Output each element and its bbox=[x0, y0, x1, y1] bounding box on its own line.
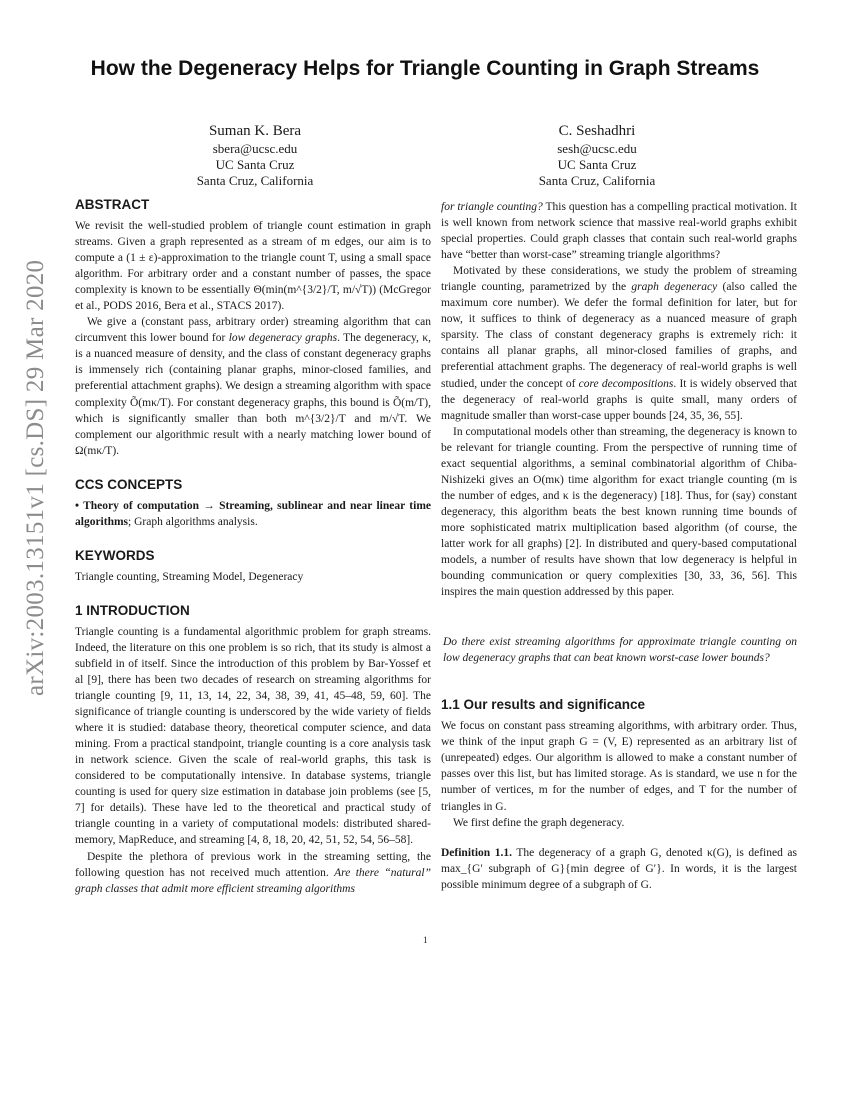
results-paragraph: We focus on constant pass streaming algorithms, with arbitrary order. Thus, we think of the input graph G = (V, E) represented as an arbitrary list of (unrepeated) edges. Our algorithm is allowed to make a constant number of passes over this list, but has limited storage. As is standard, we use n for the number of vertices, m for the number of edges, and T for the number of triangles in G. bbox=[441, 720, 797, 813]
intro-paragraph: Triangle counting is a fundamental algorithmic problem for graph streams. Indeed, the literature on this one problem is so rich, that its study is almost a subfield in of itself. Since the introduction of this problem by Bar-Yossef et al [9], there has been two decades of research on streaming algorithms for triangle counting [9, 11, 13, 14, 22, 34, 38, 39, 41, 45–48, 59, 60]. The significance of triangle counting is underscored by the wide variety of fields where it is studied: database theory, theoretical computer science, and data mining. From a practical standpoint, triangle counting is a core analysis task in network science. Given the scale of real-world graphs, this task is considered to be computationally intensive. In database systems, triangle counting is used for query size estimation in database join problems (see [5, 7] for details). These have led to the theoretical and practical study of triangle counting in a variety of computational models: distributed shared-memory, MapReduce, and streaming [4, 8, 18, 20, 42, 51, 52, 54, 56–58]. bbox=[75, 625, 431, 847]
definition-block: Definition 1.1. The degeneracy of a graph G, denoted κ(G), is defined as max_{G′ subgraph of G}{min degree of G′}. In words, it is the largest possible minimum degree of a subgraph of G. bbox=[441, 846, 797, 891]
keywords-heading: KEYWORDS bbox=[75, 547, 155, 563]
author-email: sesh@ucsc.edu bbox=[557, 141, 637, 156]
right-column bbox=[441, 199, 797, 893]
author-name: C. Seshadhri bbox=[558, 123, 636, 139]
author-block bbox=[130, 121, 380, 189]
author-location: Santa Cruz, California bbox=[538, 173, 656, 188]
author-block bbox=[472, 121, 722, 189]
paper-title: How the Degeneracy Helps for Triangle Counting in Graph Streams bbox=[90, 57, 760, 80]
author-location: Santa Cruz, California bbox=[196, 173, 314, 188]
author-name: Suman K. Bera bbox=[208, 123, 302, 139]
keywords-text: Triangle counting, Streaming Model, Degeneracy bbox=[75, 570, 304, 583]
main-question: Do there exist streaming algorithms for approximate triangle counting on low degeneracy graphs that can beat known worst-case lower bounds? bbox=[443, 636, 797, 665]
ccs-heading: CCS CONCEPTS bbox=[75, 476, 183, 492]
arxiv-stamp: arXiv:2003.13151v1 [cs.DS] 29 Mar 2020 bbox=[22, 259, 49, 696]
author-affiliation: UC Santa Cruz bbox=[557, 157, 637, 172]
intro-paragraph: for triangle counting? This question has a compelling practical motivation. It is well known from network science that massive real-world graphs exhibit special properties. Could graph classes that contain such real-world graphs have “better than worst-case” streaming triangle algorithms? bbox=[441, 201, 797, 262]
intro-paragraph: Despite the plethora of previous work in the streaming setting, the following question has not received much attention. Are there “natural” graph classes that admit more efficient streaming algorithms bbox=[75, 850, 431, 895]
section-heading-results: 1.1 Our results and significance bbox=[441, 697, 646, 713]
results-paragraph: We first define the graph degeneracy. bbox=[453, 816, 625, 829]
intro-paragraph: In computational models other than streaming, the degeneracy is known to be relevant for triangle counting. From the perspective of running time of exact sequential algorithms, a seminal combinatorial algorithm of Chiba-Nishizeki gives an O(mκ) time algorithm for exact triangle counting (m is the number of edges, and κ is the degeneracy) [18]. Thus, for (say) constant degeneracy, this algorithm beats the best known running time bounds of more sophisticated matrix multiplication based algorithm (of course, the latter work for all graphs) [2]. In distributed and query-based computational models, a number of results have shown that low degeneracy is helpful in bounding communication or query complexities [30, 33, 36, 56]. This inspires the main question addressed by this paper. bbox=[441, 425, 797, 599]
author-email: sbera@ucsc.edu bbox=[212, 141, 298, 156]
page-number: 1 bbox=[423, 935, 428, 945]
intro-paragraph: Motivated by these considerations, we study the problem of streaming triangle counting, parametrized by the graph degeneracy (also called the maximum core number). We defer the formal definition for later, but for now, it suffices to think of degeneracy as a nuanced measure of graph sparsity. The class of constant degeneracy graphs is extremely rich: it contains all planar graphs, all minor-closed families of graphs, and preferential attachment graphs. The degeneracy of real-world graphs is well studied, under the concept of core decompositions. It is widely observed that the degeneracy of real-world graphs is quite small, many orders of magnitude smaller than worst-case upper bounds [24, 35, 36, 55]. bbox=[441, 265, 797, 422]
section-heading-introduction: 1 INTRODUCTION bbox=[75, 602, 190, 618]
abstract-paragraph: We revisit the well-studied problem of triangle count estimation in graph streams. Given a graph represented as a stream of m edges, our aim is to compute a (1 ± ε)-approximation to the triangle count T, using a small space algorithm. For arbitrary order and a constant number of passes, the space complexity is known to be essentially Θ(min(m^{3/2}/T, m/√T)) (McGregor et al., PODS 2016, Bera et al., STACS 2017). bbox=[75, 220, 431, 313]
left-column bbox=[75, 196, 431, 897]
abstract-heading: ABSTRACT bbox=[75, 197, 150, 212]
ccs-text: • Theory of computation → Streaming, sublinear and near linear time algorithms; Graph algorithms analysis. bbox=[75, 499, 431, 528]
abstract-paragraph: We give a (constant pass, arbitrary order) streaming algorithm that can circumvent this lower bound for low degeneracy graphs. The degeneracy, κ, is a nuanced measure of density, and the class of constant degeneracy graphs is immensely rich (containing planar graphs, minor-closed families, and preferential attachment graphs). We design a streaming algorithm with space complexity Õ(mκ/T). For constant degeneracy graphs, this bound is Õ(m/T), which is significantly smaller than both m^{3/2}/T and m/√T. We complement our algorithmic result with a nearly matching lower bound of Ω(mκ/T). bbox=[75, 316, 431, 457]
author-affiliation: UC Santa Cruz bbox=[215, 157, 295, 172]
